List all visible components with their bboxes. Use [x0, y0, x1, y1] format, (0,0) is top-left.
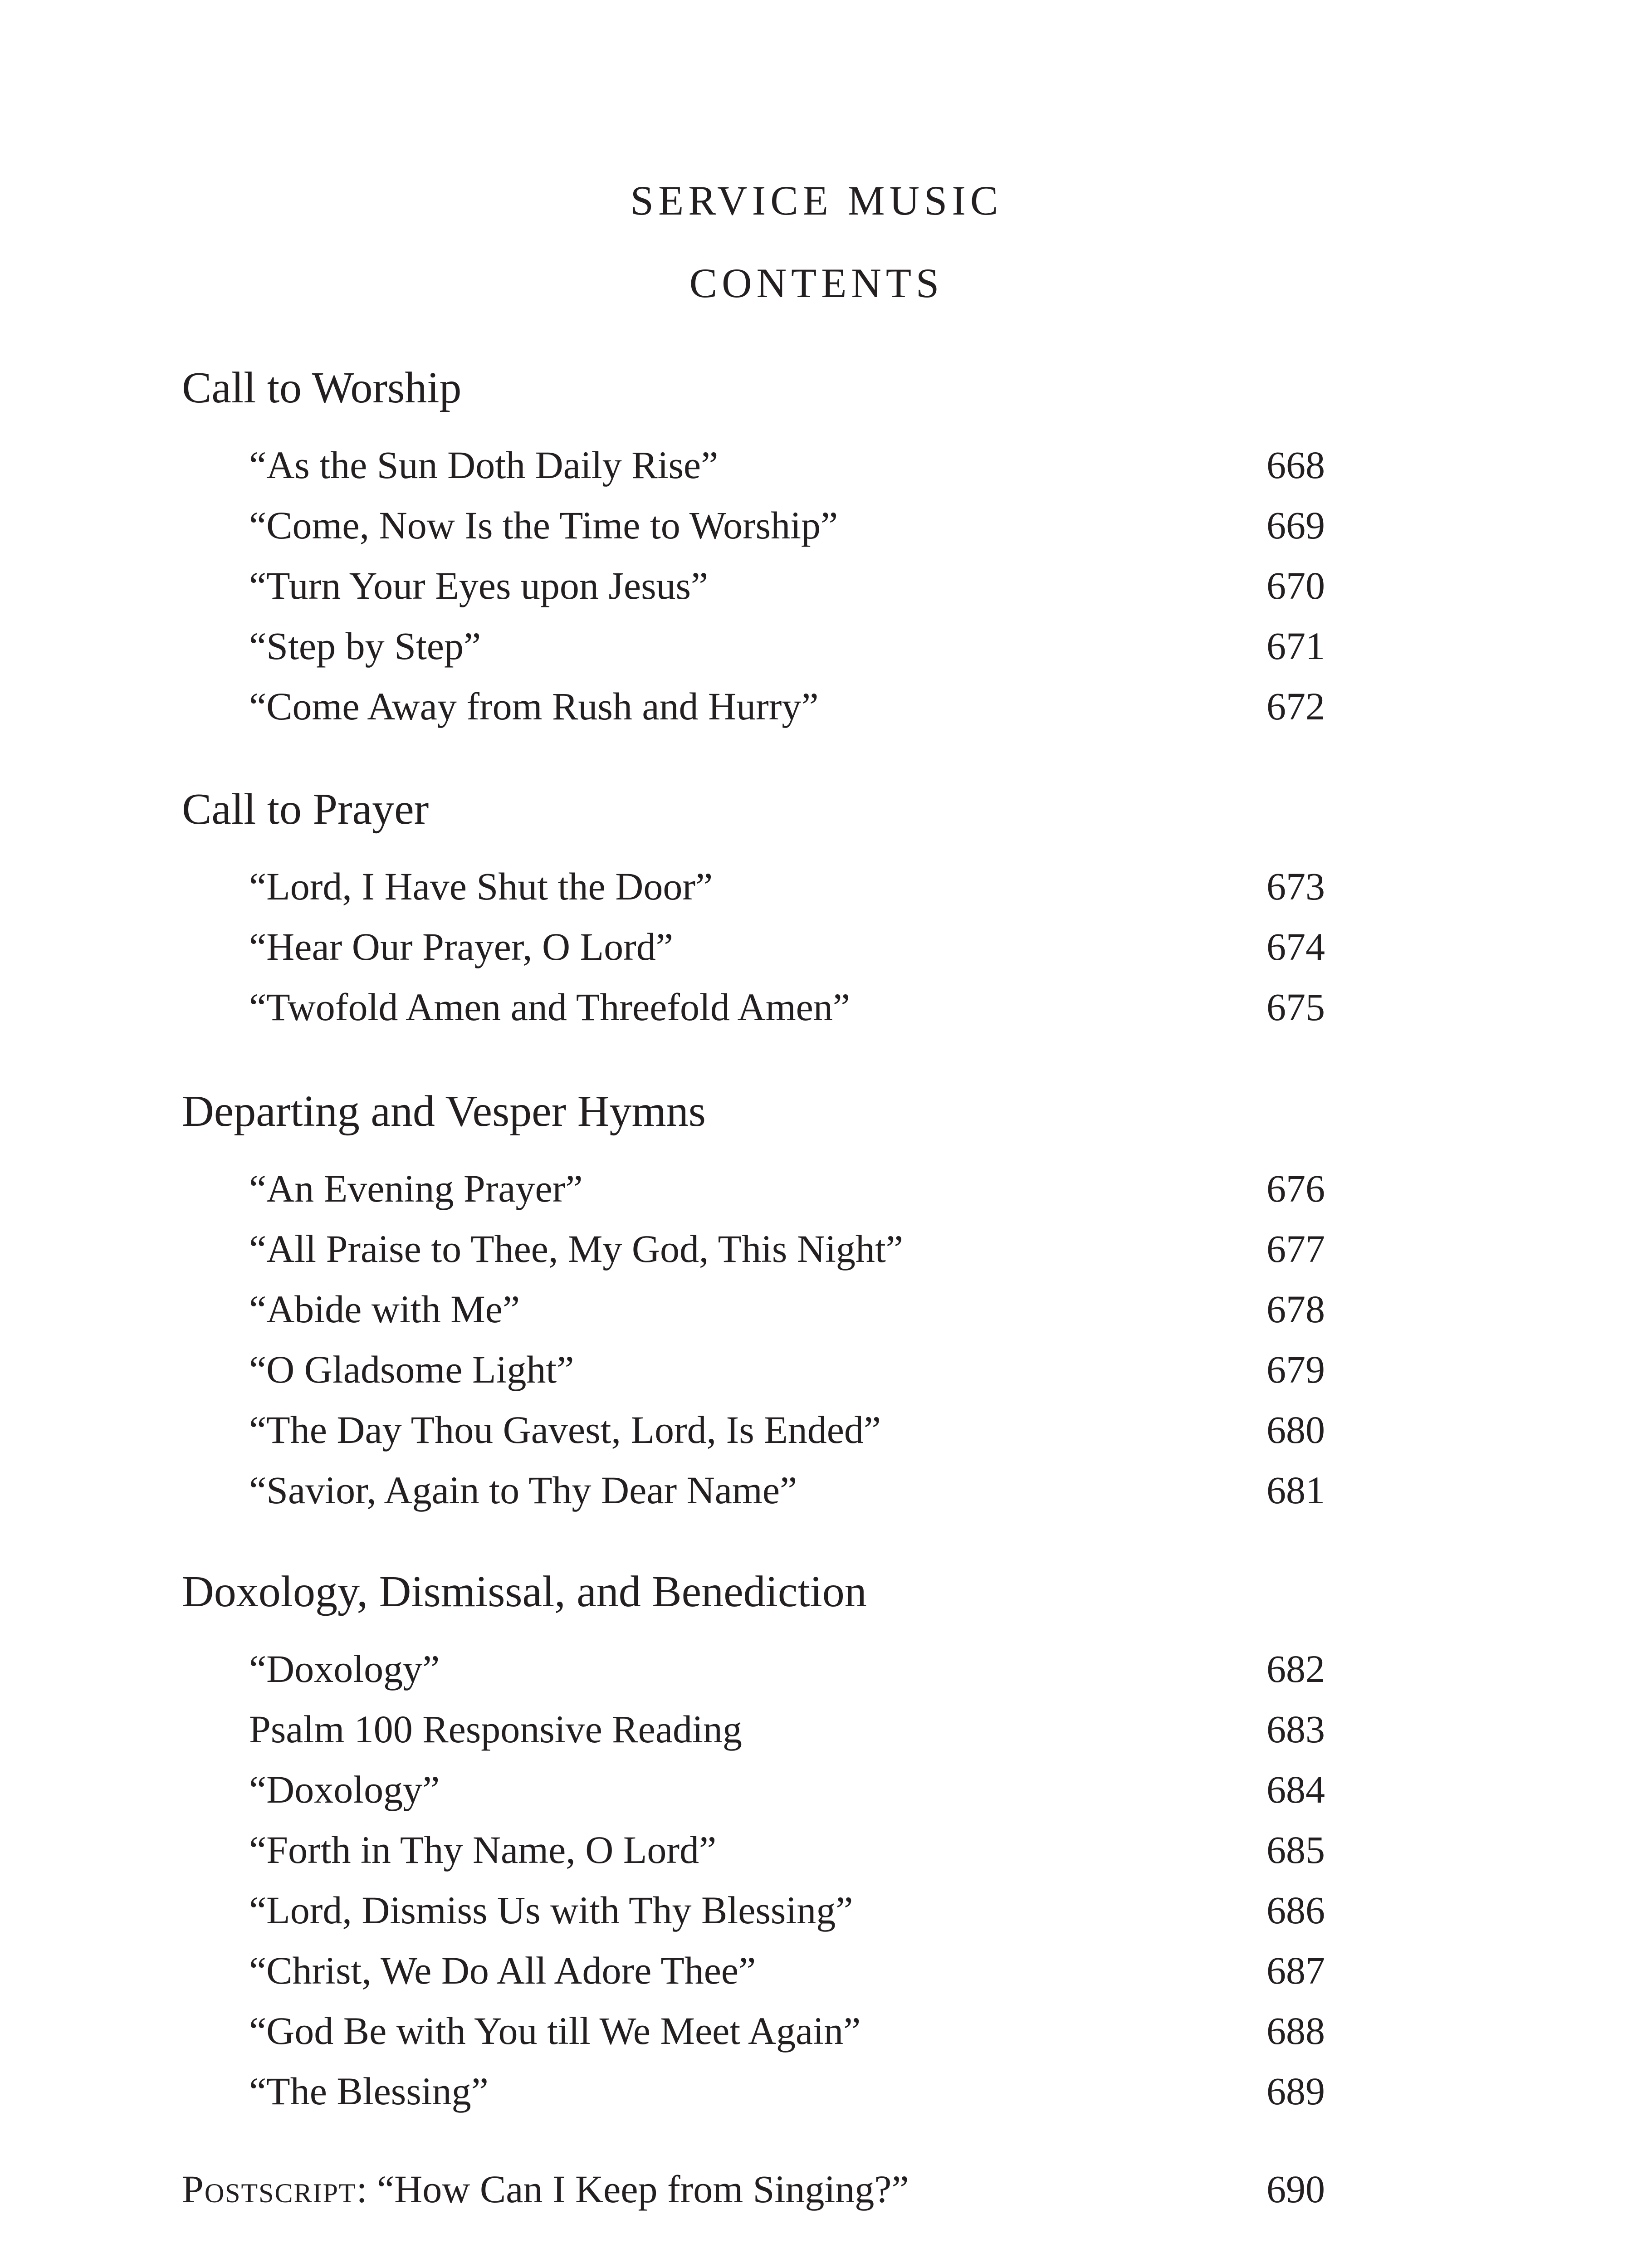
- entry-title-wrap: [182, 2159, 909, 2219]
- entry-title: “An Evening Prayer”: [249, 1167, 583, 1210]
- page-subtitle: CONTENTS: [689, 260, 944, 306]
- postscript-label: Postscript: [182, 2167, 357, 2211]
- entry-title: “Come, Now Is the Time to Worship”: [249, 503, 838, 547]
- entry-page: 683: [1266, 1707, 1325, 1751]
- entry-page: 686: [1266, 1888, 1325, 1932]
- entry-page: 680: [1266, 1408, 1325, 1452]
- entry-page: 669: [1266, 503, 1325, 547]
- entry-title: “Abide with Me”: [249, 1287, 520, 1331]
- toc-entry[interactable]: [182, 1219, 1325, 1279]
- entry-title: Psalm 100 Responsive Reading: [249, 1707, 742, 1751]
- entry-page: 679: [1266, 1348, 1325, 1391]
- entry-title: “Christ, We Do All Adore Thee”: [249, 1949, 756, 1992]
- entry-page: 681: [1266, 1468, 1325, 1512]
- entry-title: “Turn Your Eyes upon Jesus”: [249, 564, 709, 607]
- entry-title: “The Day Thou Gavest, Lord, Is Ended”: [249, 1408, 881, 1452]
- entry-title: “God Be with You till We Meet Again”: [249, 2009, 861, 2053]
- entry-title: “Savior, Again to Thy Dear Name”: [249, 1468, 797, 1512]
- toc-entry[interactable]: [182, 1820, 1325, 1880]
- toc-entry[interactable]: [182, 1460, 1325, 1520]
- section-heading: Call to Worship: [182, 363, 462, 412]
- entry-page: 671: [1266, 624, 1325, 668]
- entry-title: “The Blessing”: [249, 2069, 489, 2113]
- entry-title: “Lord, I Have Shut the Door”: [249, 865, 713, 908]
- entry-page: 677: [1266, 1227, 1325, 1271]
- entry-page: 689: [1266, 2069, 1325, 2113]
- toc-entry[interactable]: [182, 495, 1325, 556]
- toc-entry[interactable]: [182, 977, 1325, 1037]
- toc-entry[interactable]: [182, 1279, 1325, 1339]
- entry-title: “All Praise to Thee, My God, This Night”: [249, 1227, 903, 1271]
- section-heading: Departing and Vesper Hymns: [182, 1087, 706, 1136]
- section-departing-and-vesper-hymns: [182, 1084, 1325, 1520]
- toc-entry[interactable]: [182, 917, 1325, 977]
- entry-title: “Doxology”: [249, 1768, 440, 1811]
- entry-page: 676: [1266, 1167, 1325, 1210]
- entry-title: “Twofold Amen and Threefold Amen”: [249, 985, 851, 1029]
- toc-entry[interactable]: [182, 1639, 1325, 1699]
- entry-title: “As the Sun Doth Daily Rise”: [249, 443, 719, 487]
- entry-page: 673: [1266, 865, 1325, 908]
- entry-title: “Step by Step”: [249, 624, 481, 668]
- entry-title: “Hear Our Prayer, O Lord”: [249, 925, 673, 968]
- toc-entry-postscript[interactable]: [182, 2159, 1325, 2219]
- toc-entry[interactable]: [182, 1158, 1325, 1219]
- section-call-to-prayer: [182, 782, 1325, 1037]
- entry-title: “Forth in Thy Name, O Lord”: [249, 1828, 717, 1872]
- toc-entry[interactable]: [182, 556, 1325, 616]
- toc-entry[interactable]: [182, 2001, 1325, 2061]
- section-doxology-dismissal-benediction: [182, 1564, 1325, 2121]
- toc-entry[interactable]: [182, 1941, 1325, 2001]
- entry-page: 672: [1266, 684, 1325, 728]
- section-heading: Doxology, Dismissal, and Benediction: [182, 1567, 867, 1616]
- entry-title: “Doxology”: [249, 1647, 440, 1691]
- toc-entry[interactable]: [182, 1760, 1325, 1820]
- toc-entry[interactable]: [182, 1339, 1325, 1400]
- entry-title: “O Gladsome Light”: [249, 1348, 574, 1391]
- toc-entry[interactable]: [182, 435, 1325, 495]
- postscript: [182, 2159, 1325, 2219]
- section-call-to-worship: [182, 361, 1325, 737]
- entry-page: 685: [1266, 1828, 1325, 1872]
- entry-title: : “How Can I Keep from Singing?”: [356, 2167, 909, 2211]
- entry-page: 678: [1266, 1287, 1325, 1331]
- entry-page: 670: [1266, 564, 1325, 607]
- page-title: SERVICE MUSIC: [630, 177, 1003, 224]
- toc-entry[interactable]: [182, 2061, 1325, 2121]
- entry-page: 687: [1266, 1949, 1325, 1992]
- entry-page: 690: [1266, 2167, 1325, 2211]
- entry-page: 682: [1266, 1647, 1325, 1691]
- toc-entry[interactable]: [182, 1400, 1325, 1460]
- entry-page: 684: [1266, 1768, 1325, 1811]
- entry-page: 668: [1266, 443, 1325, 487]
- entry-page: 675: [1266, 985, 1325, 1029]
- toc-entry[interactable]: [182, 1880, 1325, 1941]
- toc-entry[interactable]: [182, 856, 1325, 917]
- entry-title: “Come Away from Rush and Hurry”: [249, 684, 819, 728]
- toc-entry[interactable]: [182, 1699, 1325, 1760]
- entry-page: 688: [1266, 2009, 1325, 2053]
- toc-entry[interactable]: [182, 616, 1325, 676]
- entry-title: “Lord, Dismiss Us with Thy Blessing”: [249, 1888, 853, 1932]
- toc-entry[interactable]: [182, 676, 1325, 737]
- section-heading: Call to Prayer: [182, 785, 429, 834]
- entry-page: 674: [1266, 925, 1325, 968]
